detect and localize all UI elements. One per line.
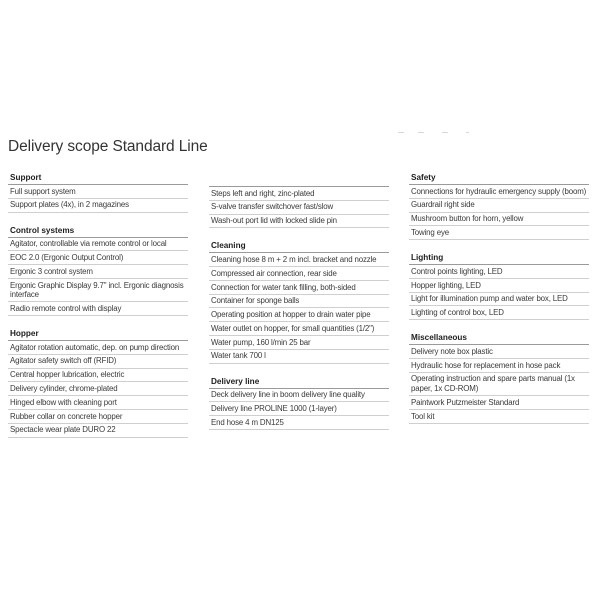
section-control-systems <box>8 225 188 317</box>
list-item: Hinged elbow with cleaning port <box>8 396 188 410</box>
list-item: Delivery cylinder, chrome-plated <box>8 382 188 396</box>
list-item: Towing eye <box>409 226 589 240</box>
column-middle <box>209 186 389 430</box>
list-item: End hose 4 m DN125 <box>209 416 389 430</box>
section-heading: Safety <box>409 172 589 185</box>
list-item: Water outlet on hopper, for small quantities (1/2") <box>209 322 389 336</box>
list-item: Hydraulic hose for replacement in hose pack <box>409 359 589 373</box>
section-heading: Cleaning <box>209 240 389 253</box>
list-item: Radio remote control with display <box>8 302 188 316</box>
section-lighting <box>409 252 589 320</box>
list-item: Cleaning hose 8 m + 2 m incl. bracket and nozzle <box>209 253 389 267</box>
section-heading: Delivery line <box>209 376 389 389</box>
list-item: Tool kit <box>409 410 589 424</box>
list-item: Guardrail right side <box>409 199 589 213</box>
list-item: Operating instruction and spare parts manual (1x paper, 1x CD-ROM) <box>409 373 589 396</box>
list-item: Rubber collar on concrete hopper <box>8 410 188 424</box>
column-left <box>8 172 188 438</box>
list-item: Central hopper lubrication, electric <box>8 369 188 383</box>
list-item: Water tank 700 l <box>209 350 389 364</box>
list-item: Hopper lighting, LED <box>409 279 589 293</box>
list-item: Support plates (4x), in 2 magazines <box>8 199 188 213</box>
section-heading: Lighting <box>409 252 589 265</box>
list-item: Operating position at hopper to drain water pipe <box>209 308 389 322</box>
section-heading: Support <box>8 172 188 185</box>
list-item: Connection for water tank filling, both-sided <box>209 281 389 295</box>
list-item: Delivery line PROLINE 1000 (1-layer) <box>209 402 389 416</box>
section-support <box>8 172 188 213</box>
section-hopper <box>8 328 188 437</box>
section-hopper-continued <box>209 186 389 228</box>
list-item: Spectacle wear plate DURO 22 <box>8 424 188 438</box>
list-item: Ergonic 3 control system <box>8 265 188 279</box>
list-item: Agitator safety switch off (RFID) <box>8 355 188 369</box>
list-item: Deck delivery line in boom delivery line quality <box>209 389 389 403</box>
section-heading: Miscellaneous <box>409 332 589 345</box>
list-item: Steps left and right, zinc-plated <box>209 187 389 201</box>
list-item: EOC 2.0 (Ergonic Output Control) <box>8 251 188 265</box>
list-item: Control points lighting, LED <box>409 265 589 279</box>
list-item: Delivery note box plastic <box>409 345 589 359</box>
section-heading: Control systems <box>8 225 188 238</box>
section-miscellaneous <box>409 332 589 424</box>
list-item: Water pump, 160 l/min 25 bar <box>209 336 389 350</box>
page-title: Delivery scope Standard Line <box>8 138 208 155</box>
decorative-dash <box>418 132 424 133</box>
section-cleaning <box>209 240 389 363</box>
list-item: Light for illumination pump and water box, LED <box>409 293 589 307</box>
list-item: Container for sponge balls <box>209 295 389 309</box>
list-item: Agitator rotation automatic, dep. on pump direction <box>8 341 188 355</box>
list-item: Compressed air connection, rear side <box>209 267 389 281</box>
column-right <box>409 172 589 424</box>
list-item: Lighting of control box, LED <box>409 306 589 320</box>
section-delivery-line <box>209 376 389 430</box>
list-item: S-valve transfer switchover fast/slow <box>209 201 389 215</box>
list-item: Agitator, controllable via remote control or local <box>8 238 188 252</box>
list-item: Mushroom button for horn, yellow <box>409 213 589 227</box>
decorative-dash <box>398 132 404 133</box>
list-item: Full support system <box>8 185 188 199</box>
decorative-dash <box>442 132 448 133</box>
list-item: Connections for hydraulic emergency supply (boom) <box>409 185 589 199</box>
section-safety <box>409 172 589 240</box>
list-item: Ergonic Graphic Display 9.7" incl. Ergonic diagnosis interface <box>8 279 188 302</box>
decorative-dash <box>466 132 469 133</box>
list-item: Wash-out port lid with locked slide pin <box>209 215 389 229</box>
list-item: Paintwork Putzmeister Standard <box>409 396 589 410</box>
section-heading: Hopper <box>8 328 188 341</box>
